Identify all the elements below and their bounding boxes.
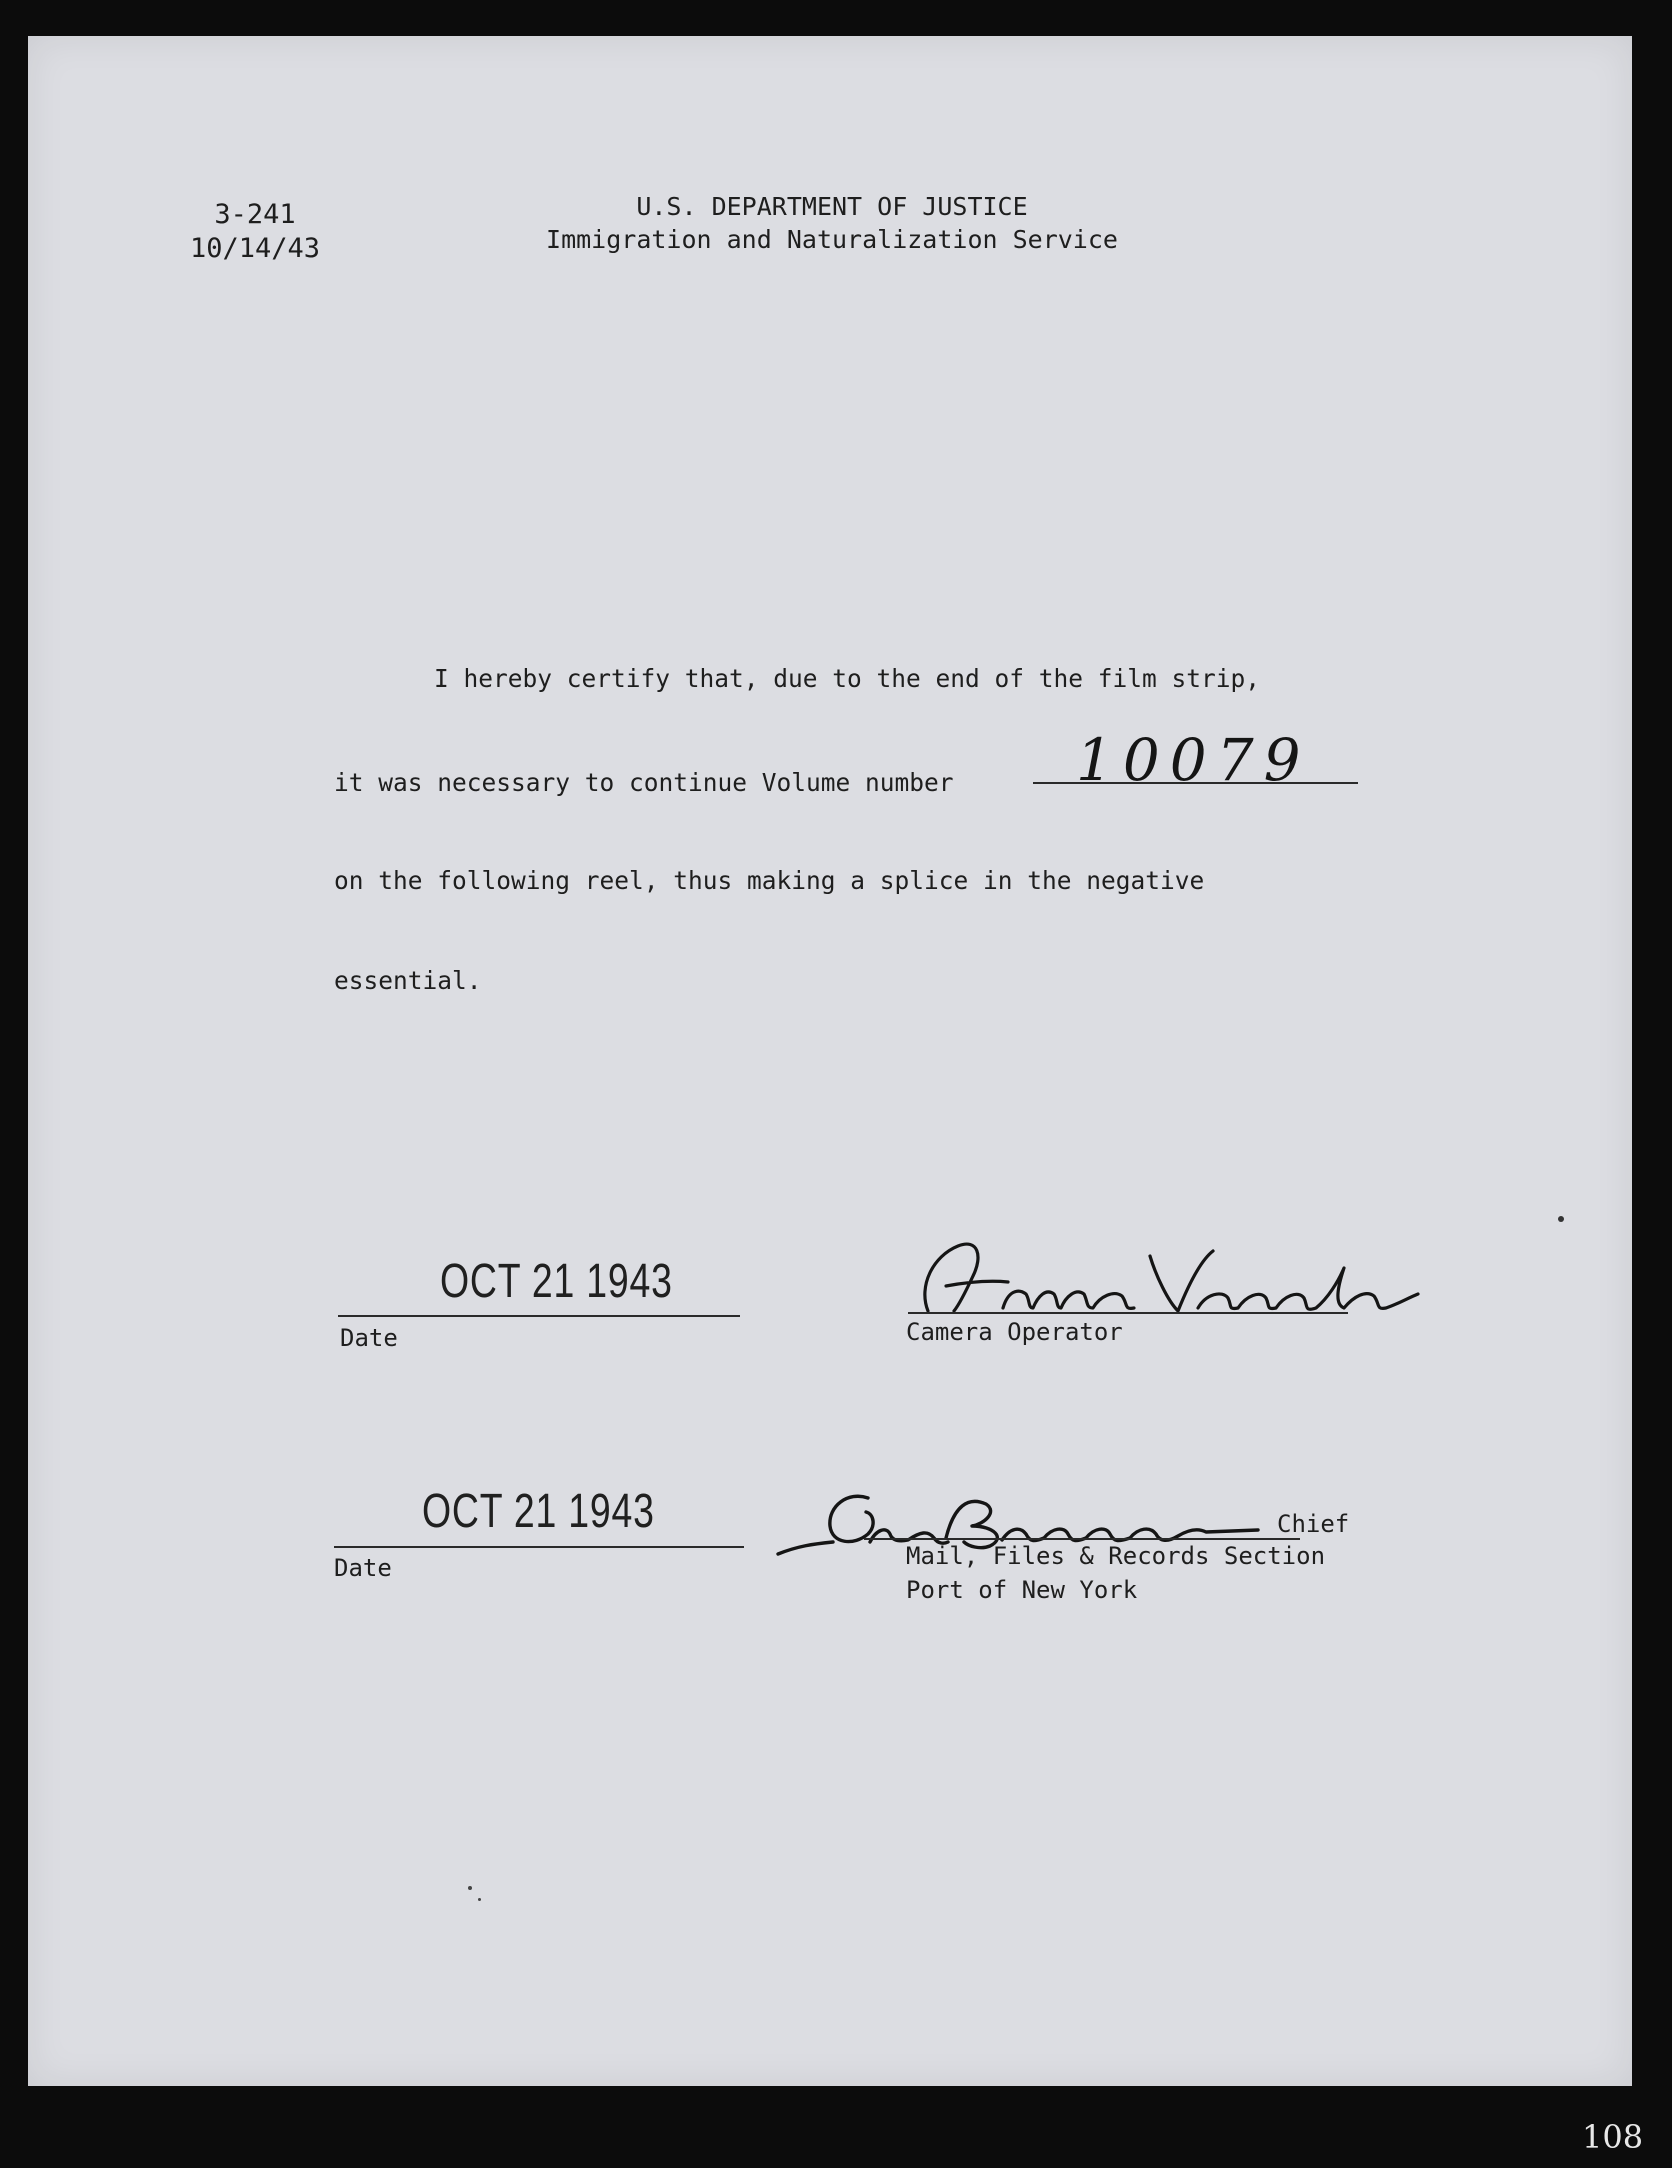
date-line-1	[338, 1315, 740, 1317]
document-page	[28, 36, 1632, 2086]
certificate-line-2: it was necessary to continue Volume number	[334, 768, 954, 797]
speck	[1558, 1216, 1564, 1222]
chief-signature	[758, 1446, 1278, 1556]
port-title: Port of New York	[906, 1576, 1138, 1604]
speck	[468, 1886, 472, 1890]
department-name: U.S. DEPARTMENT OF JUSTICE	[636, 192, 1028, 221]
camera-operator-line	[908, 1312, 1348, 1314]
form-date: 10/14/43	[190, 233, 321, 264]
camera-operator-title: Camera Operator	[906, 1318, 1123, 1346]
date-label-1: Date	[340, 1324, 398, 1352]
speck	[478, 1898, 481, 1901]
chief-title: Chief	[1277, 1510, 1350, 1538]
date-stamp-1: OCT 21 1943	[440, 1255, 673, 1308]
chief-signature-line	[864, 1538, 1300, 1540]
certificate-line-1: I hereby certify that, due to the end of the film strip,	[434, 664, 1261, 693]
form-number-block	[190, 198, 320, 266]
certificate-line-4: essential.	[334, 966, 482, 995]
date-line-2	[334, 1546, 744, 1548]
camera-operator-signature	[888, 1216, 1448, 1326]
date-label-2: Date	[334, 1554, 392, 1582]
certificate-line-3: on the following reel, thus making a splice in the negative	[334, 866, 1205, 895]
volume-number: 10079	[1076, 726, 1311, 794]
corner-mark: 108	[1582, 2118, 1644, 2156]
date-stamp-2: OCT 21 1943	[422, 1485, 655, 1538]
letterhead	[482, 190, 1182, 256]
section-title: Mail, Files & Records Section	[906, 1542, 1326, 1570]
service-name: Immigration and Naturalization Service	[546, 225, 1118, 254]
form-number: 3-241	[214, 199, 296, 230]
